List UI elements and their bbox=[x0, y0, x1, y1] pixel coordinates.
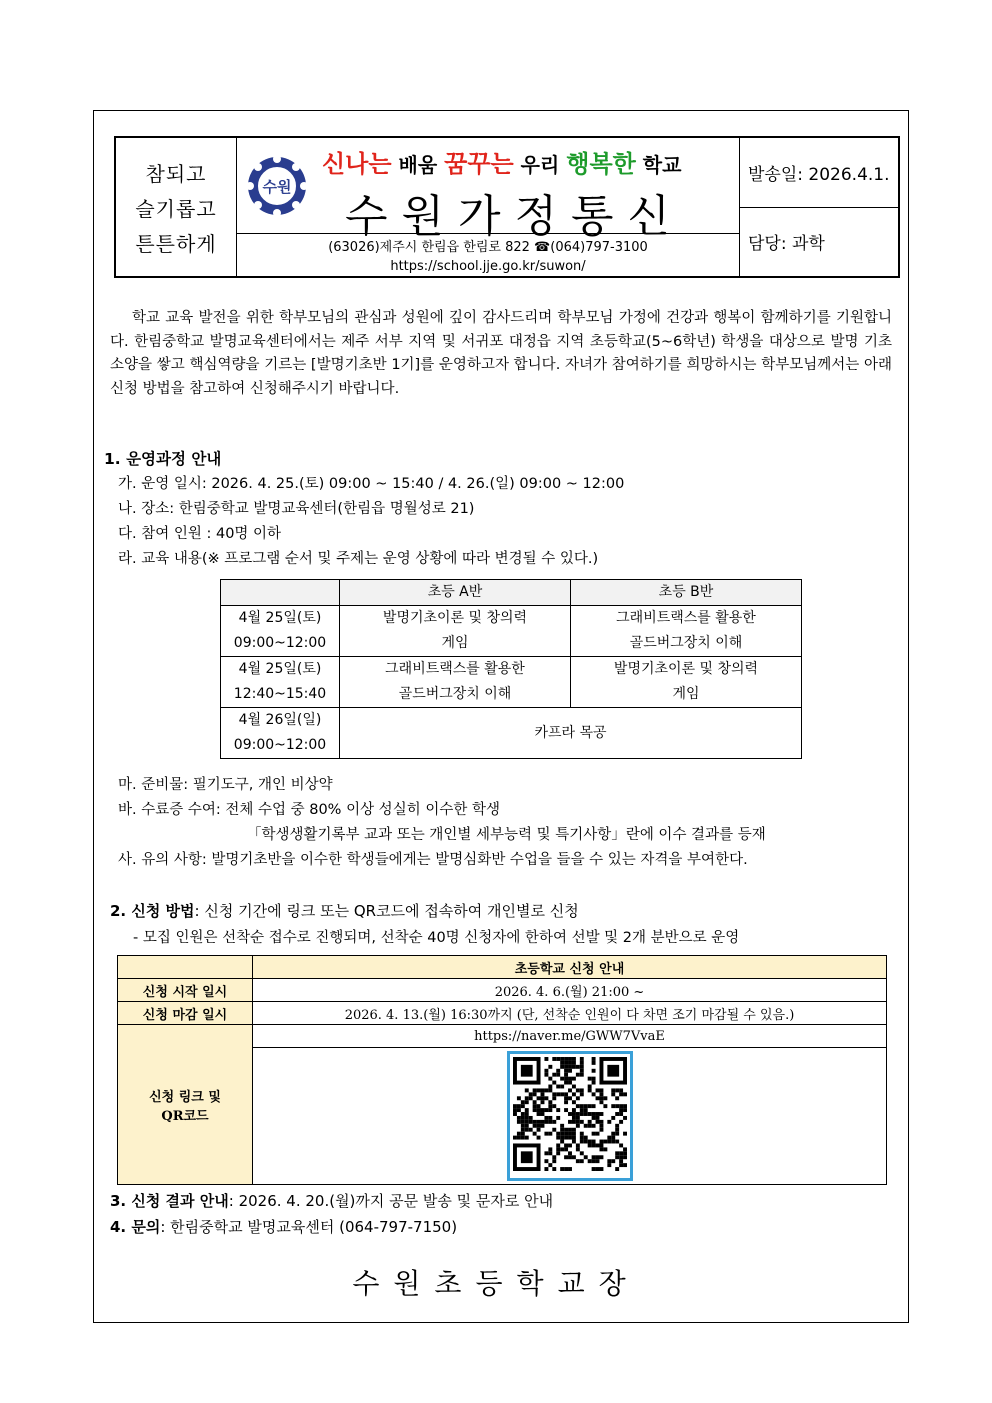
slogan-word-4: 우리 bbox=[513, 153, 567, 177]
start-value: 2026. 4. 6.(월) 21:00 ~ bbox=[253, 979, 887, 1002]
schedule-row-1-b bbox=[571, 606, 802, 657]
section1-item-ba-detail: 「학생생활기록부 교과 또는 개인별 세부능력 및 특기사항」란에 이수 결과를 등재 bbox=[247, 827, 766, 843]
schedule-row-2-b bbox=[571, 657, 802, 708]
class-text: 골드버그장치 이해 bbox=[398, 686, 512, 702]
application-header-empty bbox=[118, 956, 253, 979]
schedule-header-a: 초등 A반 bbox=[340, 580, 571, 606]
schedule-row-3-time bbox=[221, 708, 340, 759]
section1-item-ma: 마. 준비물: 필기도구, 개인 비상약 bbox=[118, 777, 333, 793]
section4-heading bbox=[110, 1216, 457, 1237]
header-center bbox=[237, 138, 740, 276]
schedule-row-2-time bbox=[221, 657, 340, 708]
closing-signature: 수원초등학교장 bbox=[352, 1267, 640, 1300]
time-date: 4월 26일(일) bbox=[238, 712, 322, 728]
end-label: 신청 마감 일시 bbox=[118, 1002, 253, 1025]
school-emblem-icon bbox=[245, 154, 309, 218]
section3-desc: : 2026. 4. 20.(월)까지 공문 발송 및 문자로 안내 bbox=[228, 1192, 554, 1210]
time-date: 4월 25일(토) bbox=[238, 610, 322, 626]
slogan-word-3: 꿈꾸는 bbox=[444, 150, 514, 178]
end-value: 2026. 4. 13.(월) 16:30까지 (단, 선착순 인원이 다 차면 조기 마감될 수 있음.) bbox=[253, 1002, 887, 1025]
time-range: 12:40~15:40 bbox=[233, 686, 327, 702]
class-text: 발명기초이론 및 창의력 bbox=[613, 661, 759, 677]
section4-desc: : 한림중학교 발명교육센터 (064-797-7150) bbox=[160, 1218, 458, 1236]
school-slogan bbox=[322, 144, 681, 179]
class-text: 골드버그장치 이해 bbox=[629, 635, 743, 651]
time-range: 09:00~12:00 bbox=[233, 737, 327, 753]
application-start-row bbox=[118, 979, 887, 1002]
section1-item-sa: 사. 유의 사항: 발명기초반을 이수한 학생들에게는 발명심화반 수업을 들을 수 있는 자격을 부여한다. bbox=[118, 852, 748, 868]
qr-code-icon[interactable] bbox=[513, 1057, 627, 1171]
motto-line-3: 튼튼하게 bbox=[135, 231, 217, 256]
application-header: 초등학교 신청 안내 bbox=[253, 956, 887, 979]
schedule-row-3 bbox=[221, 708, 802, 759]
qr-cell bbox=[253, 1048, 887, 1185]
time-date: 4월 25일(토) bbox=[238, 661, 322, 677]
letter-header bbox=[114, 136, 900, 278]
send-date: 발송일: 2026.4.1. bbox=[740, 138, 898, 208]
letter-title: 수원가정통신 bbox=[345, 191, 685, 242]
application-end-row bbox=[118, 1002, 887, 1025]
section1-item-ra: 라. 교육 내용(※ 프로그램 순서 및 주제는 운영 상황에 따라 변경될 수 있다.) bbox=[118, 551, 599, 567]
schedule-table bbox=[220, 579, 802, 759]
schedule-row-1-time bbox=[221, 606, 340, 657]
start-label: 신청 시작 일시 bbox=[118, 979, 253, 1002]
class-text: 게임 bbox=[441, 635, 469, 651]
link-label bbox=[118, 1025, 253, 1185]
slogan-word-1: 신나는 bbox=[322, 150, 392, 178]
school-motto bbox=[116, 138, 237, 276]
schedule-row-1 bbox=[221, 606, 802, 657]
class-text: 게임 bbox=[672, 686, 700, 702]
class-text: 그래비트랙스를 활용한 bbox=[616, 610, 756, 626]
slogan-word-2: 배움 bbox=[391, 153, 445, 177]
application-header-row bbox=[118, 956, 887, 979]
school-address-block bbox=[237, 238, 739, 276]
schedule-row-2-a bbox=[340, 657, 571, 708]
qr-code-frame[interactable] bbox=[507, 1051, 633, 1181]
schedule-row-1-a bbox=[340, 606, 571, 657]
class-text: 발명기초이론 및 창의력 bbox=[382, 610, 528, 626]
school-url: https://school.jje.go.kr/suwon/ bbox=[390, 259, 586, 274]
section4-title: 4. 문의 bbox=[110, 1218, 161, 1236]
section1-title: 1. 운영과정 안내 bbox=[104, 450, 222, 468]
slogan-word-5: 행복한 bbox=[566, 150, 636, 178]
motto-line-2: 슬기롭고 bbox=[135, 196, 217, 221]
schedule-header-empty bbox=[221, 580, 340, 606]
time-range: 09:00~12:00 bbox=[233, 635, 327, 651]
section1-item-na: 나. 장소: 한림중학교 발명교육센터(한림읍 명월성로 21) bbox=[118, 501, 475, 517]
schedule-header-b: 초등 B반 bbox=[571, 580, 802, 606]
header-right bbox=[740, 138, 898, 276]
link-label-line-1: 신청 링크 및 bbox=[149, 1089, 221, 1105]
section2-note: - 모집 인원은 선착순 접수로 진행되며, 선착순 40명 신청자에 한하여 선발 및 2개 분반으로 운영 bbox=[133, 930, 740, 946]
application-table bbox=[117, 955, 887, 1185]
motto-line-1: 참되고 bbox=[145, 161, 207, 186]
in-charge: 담당: 과학 bbox=[748, 234, 825, 255]
schedule-header-row bbox=[221, 580, 802, 606]
section3-heading bbox=[110, 1190, 553, 1211]
section2-desc: : 신청 기간에 링크 또는 QR코드에 접속하여 개인별로 신청 bbox=[194, 902, 579, 920]
schedule-row-2 bbox=[221, 657, 802, 708]
emblem-text: 수원 bbox=[262, 178, 292, 196]
schedule-row-3-merged: 카프라 목공 bbox=[340, 708, 802, 759]
section2-heading bbox=[110, 900, 579, 921]
header-divider bbox=[237, 233, 739, 234]
section2-title: 2. 신청 방법 bbox=[110, 902, 195, 920]
link-label-line-2: QR코드 bbox=[161, 1108, 209, 1124]
application-link[interactable]: https://naver.me/GWW7VvaE bbox=[253, 1025, 887, 1048]
section3-title: 3. 신청 결과 안내 bbox=[110, 1192, 229, 1210]
school-address: (63026)제주시 한림읍 한림로 822 ☎(064)797-3100 bbox=[328, 240, 648, 255]
section1-item-ba: 바. 수료증 수여: 전체 수업 중 80% 이상 성실히 이수한 학생 bbox=[118, 802, 500, 818]
application-link-row bbox=[118, 1025, 887, 1048]
section1-item-da: 다. 참여 인원 : 40명 이하 bbox=[118, 526, 282, 542]
section1-item-ga: 가. 운영 일시: 2026. 4. 25.(토) 09:00 ~ 15:40 / 4. 26.(일) 09:00 ~ 12:00 bbox=[118, 476, 625, 492]
intro-paragraph: 학교 교육 발전을 위한 학부모님의 관심과 성원에 깊이 감사드리며 학부모님 가정에 건강과 행복이 함께하기를 기원합니다. 한림중학교 발명교육센터에서는 제주 서부 지역 및 서귀포 대정읍 지역 초등학교(5~6학년) 학생을 대상으로 발명 기초 소양을 쌓고 핵심역량을 기르는 [발명기초반 1기]를 운영하고자 합니다. 자녀가 참여하기를 희망하시는 학부모님께서는 아래 신청 방법을 참고하여 신청해주시기 바랍니다. bbox=[110, 310, 892, 397]
class-text: 그래비트랙스를 활용한 bbox=[385, 661, 525, 677]
slogan-word-6: 학교 bbox=[635, 153, 682, 177]
